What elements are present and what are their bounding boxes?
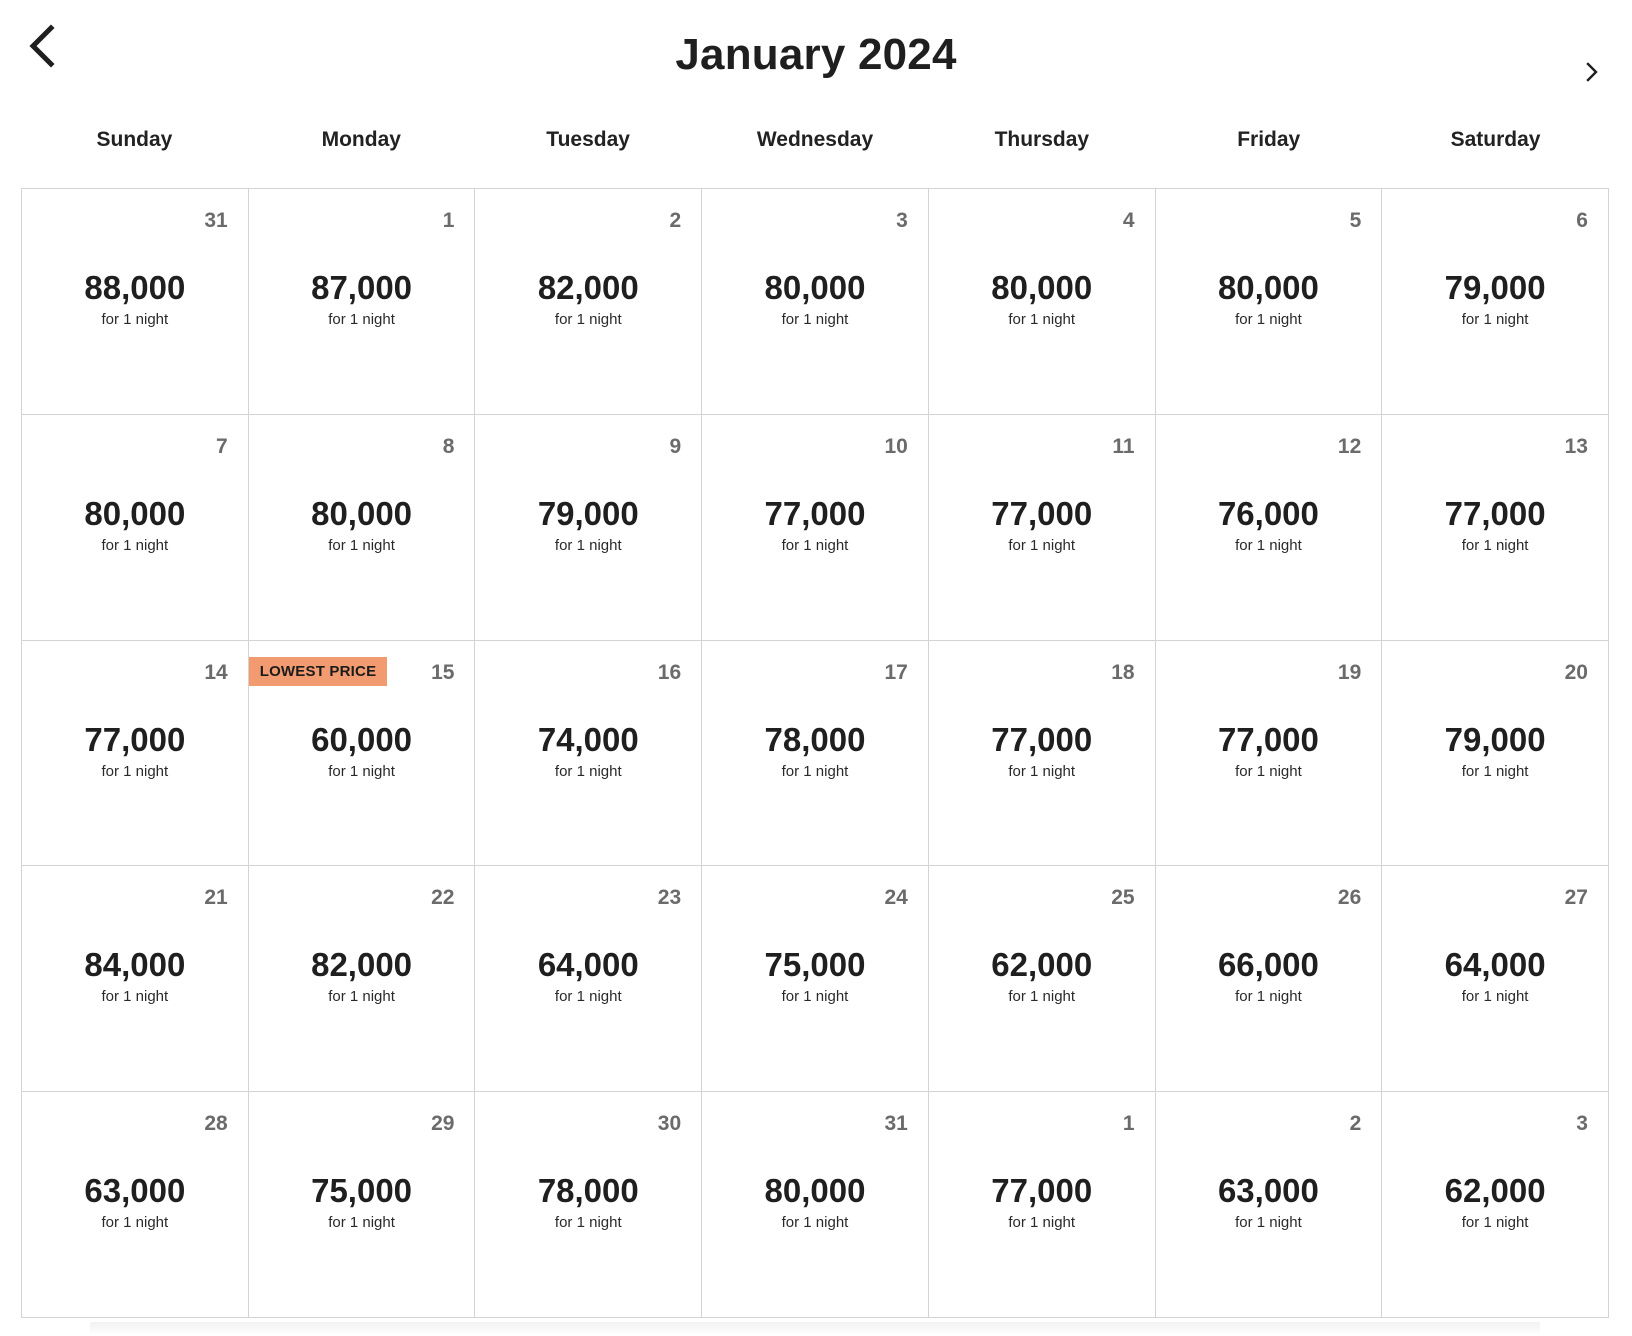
day-price: 80,000 — [991, 269, 1093, 306]
day-cell[interactable] — [1382, 1092, 1609, 1318]
stay-length-label: for 1 night — [101, 1214, 169, 1232]
stay-length-label: for 1 night — [554, 311, 622, 328]
stay-length-label: for 1 night — [1235, 1214, 1302, 1232]
day-price: 76,000 — [1217, 494, 1319, 532]
day-number: 4 — [1122, 209, 1135, 232]
stay-length-label: for 1 night — [554, 536, 622, 554]
day-cell[interactable] — [22, 866, 249, 1092]
day-number: 1 — [442, 209, 455, 232]
stay-length-label: for 1 night — [554, 1214, 622, 1232]
day-cell[interactable] — [1382, 866, 1609, 1092]
day-number: 5 — [1349, 209, 1362, 232]
day-number: 24 — [884, 886, 908, 910]
day-number: 11 — [1112, 434, 1135, 458]
day-price: 80,000 — [764, 269, 866, 306]
stay-length-label: for 1 night — [1235, 311, 1302, 328]
day-cell[interactable] — [1156, 1092, 1383, 1318]
day-cell[interactable] — [1156, 189, 1383, 415]
weekday-wednesday: Wednesday — [756, 128, 874, 151]
day-price: 82,000 — [537, 269, 639, 306]
stay-length-label: for 1 night — [1235, 536, 1302, 554]
day-cell[interactable] — [929, 641, 1156, 867]
day-cell[interactable] — [929, 1092, 1156, 1318]
day-cell[interactable] — [929, 866, 1156, 1092]
stay-length-label: for 1 night — [328, 988, 395, 1006]
day-price: 87,000 — [311, 269, 413, 306]
stay-length-label: for 1 night — [1461, 988, 1529, 1006]
day-cell[interactable] — [22, 641, 249, 867]
day-number: 20 — [1564, 660, 1588, 684]
weekday-tuesday: Tuesday — [546, 128, 630, 151]
chevron-right-icon — [1585, 61, 1599, 83]
day-number: 12 — [1337, 434, 1362, 458]
day-number: 25 — [1111, 886, 1135, 910]
day-price: 84,000 — [84, 946, 186, 984]
day-number: 23 — [657, 886, 682, 910]
day-price: 77,000 — [84, 720, 186, 758]
stay-length-label: for 1 night — [1008, 988, 1076, 1006]
day-number: 16 — [657, 660, 682, 684]
lowest-price-badge: LOWEST PRICE — [249, 657, 388, 686]
day-price: 77,000 — [764, 494, 866, 532]
day-price: 64,000 — [537, 946, 639, 984]
weekday-header-row — [21, 128, 1609, 152]
next-month-button[interactable] — [1580, 58, 1604, 86]
bottom-divider — [90, 1322, 1540, 1336]
day-number: 31 — [884, 1112, 908, 1136]
day-price: 77,000 — [991, 1172, 1093, 1210]
stay-length-label: for 1 night — [101, 536, 169, 554]
day-number: 31 — [204, 209, 228, 232]
day-cell[interactable] — [1382, 415, 1609, 641]
calendar-grid — [21, 188, 1609, 1318]
stay-length-label: for 1 night — [101, 311, 169, 328]
day-cell[interactable] — [702, 189, 929, 415]
day-price: 75,000 — [311, 1172, 413, 1210]
day-number: 6 — [1576, 209, 1588, 232]
day-price: 80,000 — [764, 1172, 866, 1210]
day-price: 64,000 — [1444, 946, 1546, 984]
day-number: 26 — [1337, 886, 1362, 910]
stay-length-label: for 1 night — [781, 988, 849, 1006]
weekday-monday: Monday — [321, 128, 401, 151]
day-cell[interactable] — [22, 1092, 249, 1318]
weekday-sunday: Sunday — [96, 128, 173, 151]
stay-length-label: for 1 night — [328, 536, 395, 554]
day-cell[interactable] — [475, 641, 702, 867]
day-number: 3 — [1576, 1112, 1588, 1136]
day-price: 80,000 — [84, 494, 186, 532]
day-number: 30 — [657, 1112, 682, 1136]
day-price: 77,000 — [1217, 720, 1319, 758]
stay-length-label: for 1 night — [1008, 536, 1076, 554]
day-number: 10 — [884, 434, 908, 458]
day-number: 2 — [669, 209, 682, 232]
day-cell[interactable] — [249, 641, 476, 867]
day-cell[interactable] — [929, 415, 1156, 641]
day-cell[interactable] — [475, 866, 702, 1092]
day-cell[interactable] — [249, 415, 476, 641]
day-number: 28 — [204, 1112, 228, 1136]
weekday-saturday: Saturday — [1450, 128, 1541, 151]
day-cell[interactable] — [475, 415, 702, 641]
day-cell[interactable] — [249, 1092, 476, 1318]
stay-length-label: for 1 night — [554, 988, 622, 1006]
stay-length-label: for 1 night — [781, 1214, 849, 1232]
day-price: 62,000 — [1444, 1172, 1546, 1210]
day-cell[interactable] — [22, 189, 249, 415]
stay-length-label: for 1 night — [1461, 311, 1529, 328]
day-cell[interactable] — [22, 415, 249, 641]
day-cell[interactable] — [249, 866, 476, 1092]
day-number: 1 — [1122, 1112, 1135, 1136]
day-number: 8 — [442, 434, 455, 458]
day-cell[interactable] — [475, 189, 702, 415]
day-number: 3 — [896, 209, 908, 232]
stay-length-label: for 1 night — [1461, 536, 1529, 554]
day-cell[interactable] — [1156, 641, 1383, 867]
day-cell[interactable] — [702, 1092, 929, 1318]
stay-length-label: for 1 night — [101, 988, 169, 1006]
day-price: 79,000 — [537, 494, 639, 532]
day-price: 74,000 — [537, 720, 639, 758]
stay-length-label: for 1 night — [554, 762, 622, 780]
day-price: 62,000 — [991, 946, 1093, 984]
day-cell[interactable] — [1382, 641, 1609, 867]
stay-length-label: for 1 night — [328, 1214, 395, 1232]
day-price: 77,000 — [1444, 494, 1546, 532]
weekday-thursday: Thursday — [994, 128, 1090, 151]
day-price: 78,000 — [537, 1172, 639, 1210]
stay-length-label: for 1 night — [1008, 1214, 1076, 1232]
day-number: 9 — [669, 434, 682, 458]
day-price: 63,000 — [1217, 1172, 1319, 1210]
day-number: 2 — [1349, 1112, 1362, 1136]
day-price: 80,000 — [1217, 269, 1319, 306]
day-price: 75,000 — [764, 946, 866, 984]
day-number: 29 — [431, 1112, 455, 1136]
day-number: 14 — [204, 660, 228, 684]
day-number: 13 — [1564, 434, 1588, 458]
stay-length-label: for 1 night — [781, 311, 849, 328]
day-cell[interactable] — [475, 1092, 702, 1318]
day-cell[interactable] — [1156, 866, 1383, 1092]
day-number: 21 — [204, 886, 228, 910]
day-number: 19 — [1337, 660, 1362, 684]
day-price: 63,000 — [84, 1172, 186, 1210]
day-cell[interactable] — [929, 189, 1156, 415]
day-price: 79,000 — [1444, 720, 1546, 758]
day-cell[interactable] — [702, 641, 929, 867]
day-price: 77,000 — [991, 494, 1093, 532]
stay-length-label: for 1 night — [101, 762, 169, 780]
weekday-friday: Friday — [1237, 128, 1301, 151]
stay-length-label: for 1 night — [1008, 762, 1076, 780]
stay-length-label: for 1 night — [1461, 762, 1529, 780]
stay-length-label: for 1 night — [1461, 1214, 1529, 1232]
day-price: 82,000 — [311, 946, 413, 984]
stay-length-label: for 1 night — [781, 536, 849, 554]
day-price: 66,000 — [1217, 946, 1319, 984]
stay-length-label: for 1 night — [328, 762, 395, 780]
stay-length-label: for 1 night — [1235, 762, 1302, 780]
day-cell[interactable] — [1156, 415, 1383, 641]
day-number: 15 — [431, 660, 455, 684]
stay-length-label: for 1 night — [328, 311, 395, 328]
day-price: 77,000 — [991, 720, 1093, 758]
day-cell[interactable] — [249, 189, 476, 415]
stay-length-label: for 1 night — [1235, 988, 1302, 1006]
day-price: 79,000 — [1444, 269, 1546, 306]
day-cell[interactable] — [1382, 189, 1609, 415]
stay-length-label: for 1 night — [781, 762, 849, 780]
day-price: 60,000 — [311, 720, 413, 758]
day-cell[interactable] — [702, 415, 929, 641]
day-price: 80,000 — [311, 494, 413, 532]
day-price: 78,000 — [764, 720, 866, 758]
day-number: 7 — [216, 434, 228, 458]
month-title: January 2024 — [675, 30, 957, 79]
day-number: 27 — [1564, 886, 1588, 910]
stay-length-label: for 1 night — [1008, 311, 1076, 328]
day-number: 18 — [1111, 660, 1135, 684]
day-price: 88,000 — [84, 269, 186, 306]
day-number: 17 — [884, 660, 908, 684]
day-cell[interactable] — [702, 866, 929, 1092]
day-number: 22 — [431, 886, 455, 910]
